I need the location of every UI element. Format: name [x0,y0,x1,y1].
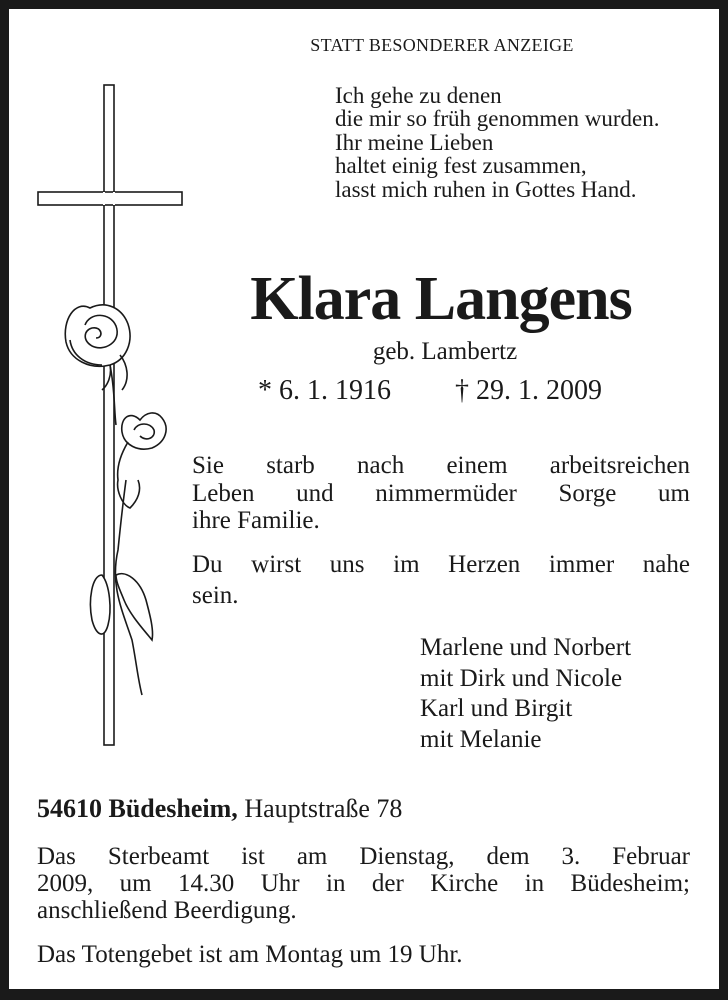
family-line: mit Dirk und Nicole [420,665,623,692]
service-line: Das Sterbeamt ist am Dienstag, dem 3. Februar [37,843,690,870]
birth-date: * 6. 1. 1916 [258,375,391,406]
tribute-line: sein. [192,582,239,609]
notice-header: STATT BESONDERER ANZEIGE [310,35,574,55]
deceased-name: Klara Langens [250,265,632,333]
tribute-line: Leben und nimmermüder Sorge um [192,480,690,507]
family-line: mit Melanie [420,726,542,753]
cross-with-roses-icon [30,80,190,760]
poem-line: haltet einig fest zusammen, [335,153,587,178]
poem-line: die mir so früh genommen wurden. [335,106,660,131]
family-line: Marlene und Norbert [420,634,632,661]
maiden-name: geb. Lambertz [372,338,518,365]
poem-line: Ihr meine Lieben [335,130,494,155]
service-line: 2009, um 14.30 Uhr in der Kirche in Büdesheim; [37,870,690,897]
tribute-line: Du wirst uns im Herzen immer nahe [192,551,690,578]
tribute-line: Sie starb nach einem arbeitsreichen [192,452,690,479]
service-line: anschließend Beerdigung. [37,897,297,924]
tribute-line: ihre Familie. [192,507,320,534]
death-date: † 29. 1. 2009 [455,375,602,406]
poem-line: lasst mich ruhen in Gottes Hand. [335,177,637,202]
family-line: Karl und Birgit [420,695,573,722]
address-city: 54610 Büdesheim, [37,794,238,823]
poem-line: Ich gehe zu denen [335,83,502,108]
prayer-line: Das Totengebet ist am Montag um 19 Uhr. [37,941,463,968]
address-street: Hauptstraße 78 [244,794,403,823]
address [37,796,402,822]
